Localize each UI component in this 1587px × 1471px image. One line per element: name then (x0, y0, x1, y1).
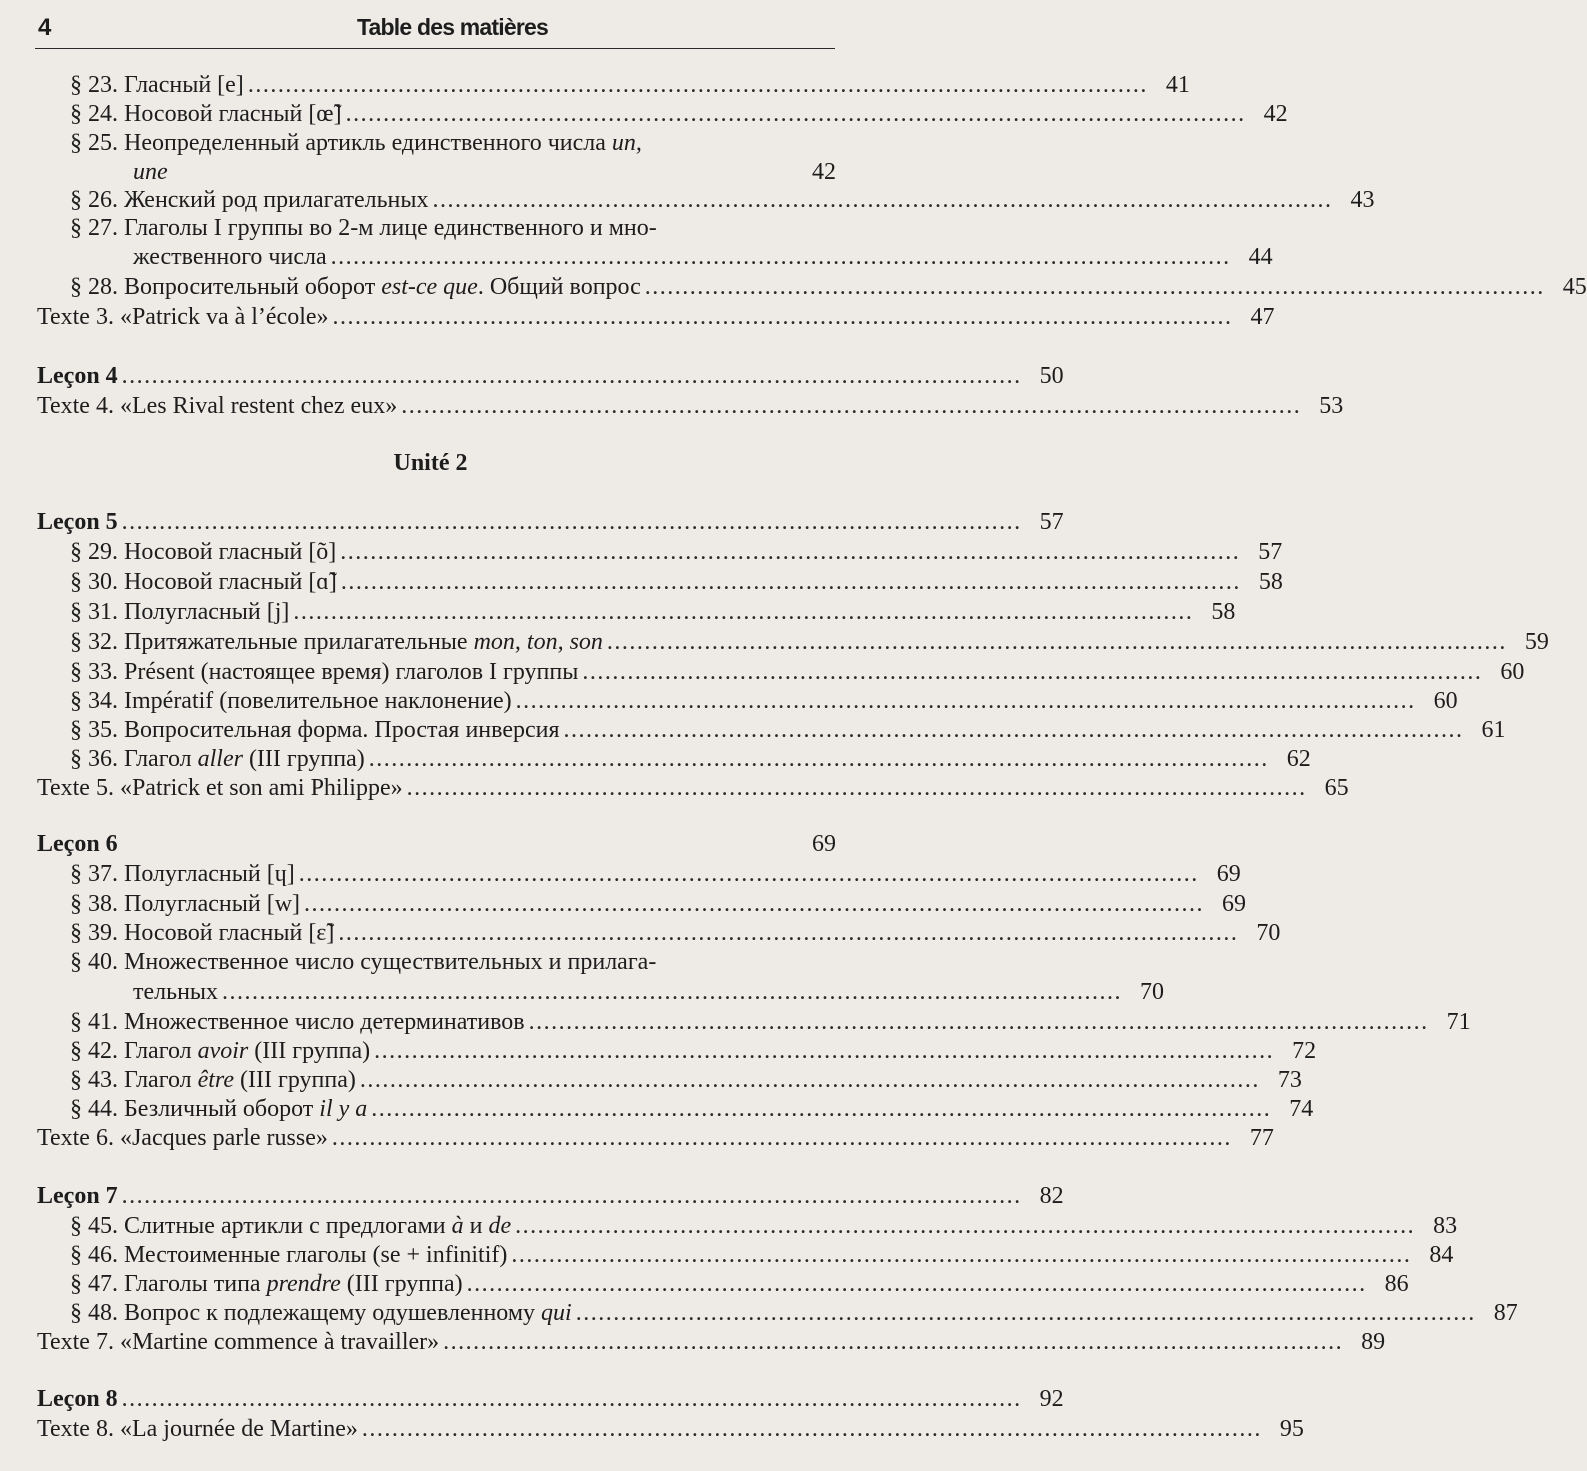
toc-entry-title: § 41. Множественное число детерминативов (70, 1009, 525, 1035)
toc-entry-page: 58 (1258, 569, 1283, 595)
toc-entry (133, 157, 836, 187)
toc-entry-page: 69 (812, 831, 836, 857)
toc-entry-title: § 31. Полугласный [j] (70, 599, 290, 625)
lesson-title: Leçon 7 (37, 1183, 118, 1209)
toc-entry (70, 627, 1549, 657)
toc-entry-page: 82 (1039, 1183, 1064, 1209)
toc-entry-page: 77 (1249, 1125, 1274, 1151)
toc-entry-page: 95 (1279, 1416, 1304, 1442)
toc-lesson (37, 1384, 1064, 1414)
leader-dots: ........................................................................................................................ (293, 599, 1194, 625)
toc-entry-title: § 33. Présent (настоящее время) глаголов I группы (70, 659, 579, 685)
toc-entry-title: § 24. Носовой гласный [œ̃] (70, 101, 342, 127)
toc-entry (70, 657, 1525, 687)
leader-dots: ........................................................................................................................ (338, 920, 1239, 946)
running-title: Table des matières (357, 14, 548, 40)
toc-entry-title: Texte 4. «Les Rival restent chez eux» (37, 393, 398, 419)
lesson-title: Leçon 6 (37, 831, 118, 857)
toc-entry-title: § 43. Глагол être (III группа) (70, 1067, 356, 1093)
toc-entry-title: Texte 5. «Patrick et son ami Philippe» (37, 775, 403, 801)
toc-entry-page: 74 (1289, 1096, 1314, 1122)
toc-entry-title: § 35. Вопросительная форма. Простая инверсия (70, 717, 560, 743)
leader-dots: ........................................................................................................................ (361, 1416, 1262, 1442)
toc-entry-page: 87 (1493, 1300, 1518, 1326)
toc-lesson (37, 507, 1064, 537)
toc-entry (70, 889, 1247, 919)
toc-entry-page: 62 (1286, 746, 1311, 772)
toc-entry (70, 1269, 1409, 1299)
toc-entry-title: § 26. Женский род прилагательных (70, 187, 429, 213)
leader-dots: ........................................................................................................................ (222, 979, 1123, 1005)
leader-dots: ........................................................................................................................ (371, 1096, 1272, 1122)
toc-entry-line (70, 128, 642, 158)
leader-dots: ........................................................................................................................ (121, 1183, 1022, 1209)
toc-entry-page: 43 (1350, 187, 1375, 213)
toc-entry-page: 92 (1039, 1386, 1064, 1412)
toc-entry-title: Texte 6. «Jacques parle russe» (37, 1125, 328, 1151)
toc-entry (70, 70, 1190, 100)
leader-dots: ........................................................................................................................ (432, 187, 1333, 213)
lesson-title: Leçon 5 (37, 509, 118, 535)
header-rule (35, 48, 835, 49)
toc-entry-title: Texte 3. «Patrick va à l’école» (37, 304, 329, 330)
leader-dots: ........................................................................................................................ (511, 1242, 1412, 1268)
toc-entry-page: 60 (1433, 688, 1458, 714)
leader-dots: ........................................................................................................................ (121, 1386, 1022, 1412)
toc-entry-title: § 46. Местоименные глаголы (se + infinitif) (70, 1242, 508, 1268)
leader-dots: ........................................................................................................................ (515, 1213, 1416, 1239)
toc-lesson (37, 829, 836, 859)
toc-entry (70, 1240, 1454, 1270)
toc-entry-line (70, 213, 657, 243)
toc-entry (37, 391, 1344, 421)
leader-dots: ........................................................................................................................ (606, 629, 1507, 655)
toc-entry-page: 47 (1250, 304, 1275, 330)
leader-dots: ........................................................................................................................ (247, 72, 1148, 98)
toc-entry (70, 715, 1506, 745)
toc-entry-title: § 42. Глагол avoir (III группа) (70, 1038, 371, 1064)
toc-entry-title: § 30. Носовой гласный [ɑ̃] (70, 569, 337, 595)
toc-entry-title: § 37. Полугласный [ɥ] (70, 861, 295, 887)
toc-entry-page: 58 (1211, 599, 1236, 625)
toc-entry (133, 242, 1273, 272)
toc-entry (70, 99, 1288, 129)
leader-dots: ........................................................................................................................ (401, 393, 1302, 419)
toc-entry-page: 61 (1481, 717, 1506, 743)
leader-dots: ........................................................................................................................ (331, 1125, 1232, 1151)
toc-entry-page: 84 (1429, 1242, 1454, 1268)
toc-entry (70, 859, 1241, 889)
toc-entry-title: § 48. Вопрос к подлежащему одушевленному qui (70, 1300, 572, 1326)
toc-entry-title: § 40. Множественное число существительных и прилага- (70, 949, 657, 975)
toc-entry-page: 70 (1256, 920, 1281, 946)
toc-lesson (37, 361, 1064, 391)
toc-entry-page: 41 (1165, 72, 1190, 98)
toc-entry-page: 44 (1248, 244, 1273, 270)
leader-dots: ........................................................................................................................ (582, 659, 1483, 685)
leader-dots: ........................................................................................................................ (644, 274, 1545, 300)
toc-lesson (37, 1181, 1064, 1211)
toc-entry (70, 1211, 1458, 1241)
toc-entry-page: 65 (1324, 775, 1349, 801)
toc-entry-title: § 36. Глагол aller (III группа) (70, 746, 365, 772)
toc-entry-title-cont: жественного числа (133, 244, 327, 270)
toc-entry (70, 918, 1281, 948)
leader-dots: ........................................................................................................................ (359, 1067, 1260, 1093)
toc-entry-page: 69 (1222, 891, 1247, 917)
toc-entry-italic: un, (611, 130, 642, 156)
toc-entry (70, 567, 1283, 597)
leader-dots: ........................................................................................................................ (345, 101, 1246, 127)
toc-entry (133, 977, 1165, 1007)
toc-entry-title: § 29. Носовой гласный [õ] (70, 539, 337, 565)
lesson-title: Leçon 4 (37, 363, 118, 389)
toc-entry (37, 1414, 1304, 1444)
toc-entry-page: 60 (1500, 659, 1525, 685)
toc-entry-title: § 28. Вопросительный оборот est-ce que. Общий вопрос (70, 274, 641, 300)
toc-entry-page: 73 (1277, 1067, 1302, 1093)
leader-dots: ........................................................................................................................ (330, 244, 1231, 270)
toc-entry-title: § 32. Притяжательные прилагательные mon, ton, son (70, 629, 603, 655)
toc-entry (70, 1094, 1314, 1124)
leader-dots: ........................................................................................................................ (374, 1038, 1275, 1064)
toc-entry-title: § 39. Носовой гласный [ɛ̃] (70, 920, 335, 946)
toc-entry-title: § 45. Слитные артикли с предлогами à и de (70, 1213, 512, 1239)
toc-entry-title: § 47. Глаголы типа prendre (III группа) (70, 1271, 463, 1297)
toc-entry-page: 45 (1562, 274, 1587, 300)
toc-entry-page: 71 (1446, 1009, 1471, 1035)
toc-entry-page: 59 (1524, 629, 1549, 655)
leader-dots: ........................................................................................................................ (563, 717, 1464, 743)
toc-entry-title: § 44. Безличный оборот il y a (70, 1096, 368, 1122)
leader-dots: ........................................................................................................................ (332, 304, 1233, 330)
toc-entry-page: 42 (812, 159, 836, 185)
leader-dots: ........................................................................................................................ (298, 861, 1199, 887)
section-title: Unité 2 (393, 450, 468, 476)
toc-entry-page: 89 (1361, 1329, 1386, 1355)
toc-entry-page: 53 (1319, 393, 1344, 419)
leader-dots: ........................................................................................................................ (121, 509, 1022, 535)
leader-dots: ........................................................................................................................ (304, 891, 1205, 917)
toc-entry-page: 70 (1140, 979, 1165, 1005)
leader-dots: ........................................................................................................................ (121, 363, 1022, 389)
page-header (0, 0, 861, 50)
toc-entry-title-cont: une (133, 159, 168, 185)
leader-dots (172, 157, 794, 187)
toc-entry-title: § 34. Impératif (повелительное наклонение) (70, 688, 512, 714)
toc-entry-page: 50 (1039, 363, 1064, 389)
toc-entry-title: § 38. Полугласный [w] (70, 891, 301, 917)
toc-entry (70, 272, 1587, 302)
leader-dots: ........................................................................................................................ (515, 688, 1416, 714)
toc-entry (70, 1036, 1317, 1066)
toc-entry-page: 69 (1216, 861, 1241, 887)
toc-entry-page: 42 (1263, 101, 1288, 127)
toc-entry-page: 57 (1258, 539, 1283, 565)
toc-entry-title: § 25. Неопределенный артикль единственного числа (70, 130, 612, 156)
leader-dots: ........................................................................................................................ (368, 746, 1269, 772)
leader-dots: ........................................................................................................................ (443, 1329, 1344, 1355)
toc-entry-line (70, 947, 656, 977)
toc-entry (37, 1123, 1274, 1153)
toc-entry (70, 1065, 1302, 1095)
leader-dots: ........................................................................................................................ (466, 1271, 1367, 1297)
leader-dots: ........................................................................................................................ (340, 569, 1241, 595)
toc-entry (70, 537, 1283, 567)
toc-entry-page: 57 (1039, 509, 1064, 535)
page-number: 4 (38, 14, 51, 41)
toc-entry (70, 1007, 1471, 1037)
toc-entry (70, 185, 1375, 215)
leader-dots: ........................................................................................................................ (406, 775, 1307, 801)
toc-entry (37, 302, 1275, 332)
toc-entry-title: § 27. Глаголы I группы во 2-м лице единственного и мно- (70, 215, 657, 241)
toc-entry (37, 773, 1349, 803)
toc-entry-title: Texte 8. «La journée de Martine» (37, 1416, 358, 1442)
toc-entry (70, 1298, 1518, 1328)
leader-dots: ........................................................................................................................ (528, 1009, 1429, 1035)
toc-entry-title: § 23. Гласный [e] (70, 72, 244, 98)
toc-entry-page: 86 (1384, 1271, 1409, 1297)
toc-entry (70, 744, 1311, 774)
toc-entry-title-cont: тельных (133, 979, 219, 1005)
toc-entry (70, 686, 1458, 716)
toc-entry (37, 1327, 1386, 1357)
toc-entry-page: 72 (1292, 1038, 1317, 1064)
toc-entry-page: 83 (1433, 1213, 1458, 1239)
leader-dots (122, 829, 794, 859)
leader-dots: ........................................................................................................................ (575, 1300, 1476, 1326)
toc-entry (70, 597, 1236, 627)
lesson-title: Leçon 8 (37, 1386, 118, 1412)
leader-dots: ........................................................................................................................ (340, 539, 1241, 565)
toc-entry-title: Texte 7. «Martine commence à travailler» (37, 1329, 440, 1355)
